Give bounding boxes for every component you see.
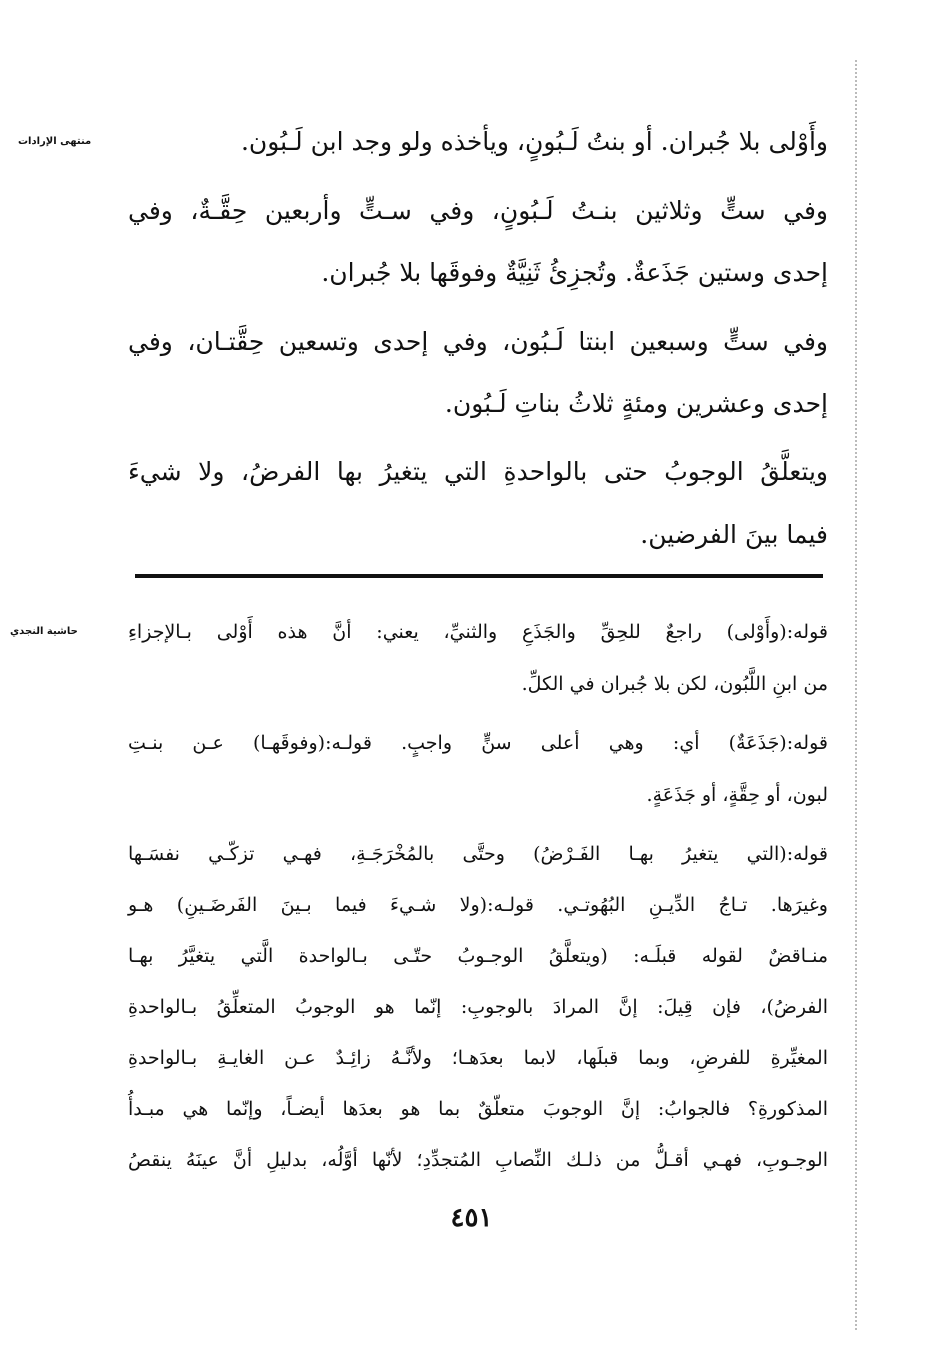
matn-line: إحدى وعشرين ومئةٍ ثلاثُ بناتِ لَـبُون. [444,389,828,418]
foot-line: الفرضُ)، فإن قِيلَ: إنَّ المرادَ بالوجوبِ: إنّما هو الوجوبُ المتعلِّقُ بـالواحدةِ [128,996,828,1018]
side-label-hashiya: حاشية النجدي [10,626,78,637]
foot-line: قوله:(التي يتغيرُ بهـا الفَـرْضُ) وحتَّى بالمُخْرَجَـةِ، فهـي تزكّـي نفسَـها [128,843,828,865]
footnote-separator [135,574,823,578]
margin-dotted-line [855,60,857,1330]
foot-line: المغيِّرةِ للفرضِ، وبما قبلَها، لابما بعدَهـا؛ ولأنَّـهُ زائِـدٌ عـن الغايـةِ بـالواحدةِ [128,1047,828,1069]
side-label-matn: منتهى الإرادات [18,136,92,147]
foot-line: المذكورةِ؟ فالجوابُ: إنَّ الوجوبَ متعلّقٌ بما هو بعدَها أيضـاً، وإنّما هي مبـدأُ [128,1098,828,1120]
matn-line: ويتعلَّقُ الوجوبُ حتى بالواحدةِ التي يتغيرُ بها الفرضُ، ولا شيءَ [128,457,828,486]
foot-line: قوله:(وأَوْلى) راجعٌ للحِقِّ والجَذَعِ والثنيِّ، يعني: أنَّ هذه أَوْلى بـالإجزاءِ [128,621,828,643]
matn-line: إحدى وستين جَذَعةٌ. وتُجزِئُ ثَنِيَّةٌ وفوقَها بلا جُبران. [321,258,828,287]
foot-line: قوله:(جَذَعَةٌ) أي: وهي أعلى سنٍّ واجبٍ. قولـه:(وفوقَهـا) عـن بنـتِ [128,732,828,754]
page-number: ٤٥١ [450,1203,493,1233]
matn-line: وفي ستٍّ وثلاثين بنـتُ لَـبُونٍ، وفي سـتٍّ وأربعين حِقَّـةٌ، وفي [128,196,828,225]
foot-line: وغيرَها. تـاجُ الدِّيـنِ البُهُوتـي. قولـه:(ولا شـيءَ فيما بـينَ الفَرضَـينِ) هـو [128,894,828,916]
matn-line: وفي ستٍّ وسبعين ابنتا لَـبُون، وفي إحدى وتسعين حِقَّتـان، وفي [128,327,828,356]
foot-line: من ابنِ اللَّبُون، لكن بلا جُبران في الكلِّ. [521,673,828,695]
matn-line: فيما بينَ الفرضين. [640,520,828,549]
foot-line: منـاقضٌ لقوله قبلَـه: (ويتعلَّقُ الوجـوبُ حتّـى بـالواحدة الَّتي يتغيَّرُ بهـا [128,945,828,967]
matn-line: وأَوْلى بلا جُبران. أو بنتُ لَـبُونٍ، ويأخذه ولو وجد ابن لَـبُون. [240,127,828,156]
foot-line: لبون، أو حِقَّةٍ، أو جَذَعَةٍ. [646,784,828,806]
foot-line: الوجـوبِ، فهـي أقـلُّ من ذلـك النِّصابِ المُتجدِّدِ؛ لأنّها أوَّلُه، بدليلِ أنَّ عينَهُ ينقصُ [128,1149,828,1171]
